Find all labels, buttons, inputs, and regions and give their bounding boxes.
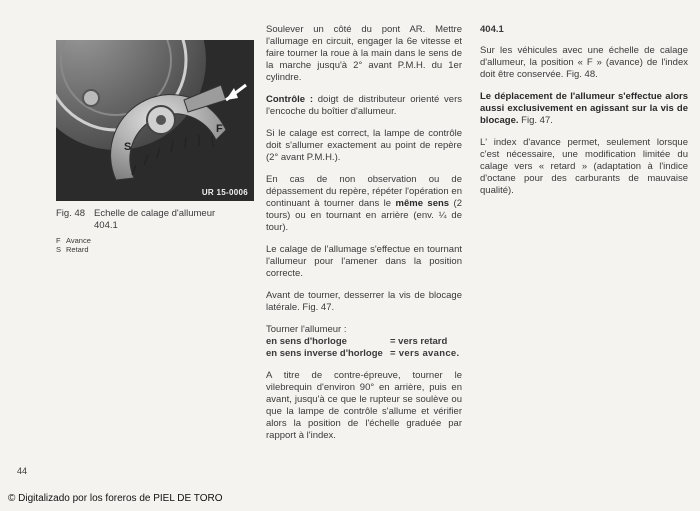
text-column-2 — [266, 24, 462, 452]
paragraph-text: doigt de distributeur orienté vers l'encoche du boîtier d'allumeur. — [266, 94, 463, 117]
rules-intro: Tourner l'allumeur : — [266, 324, 347, 335]
paragraph — [480, 91, 688, 127]
control-label: Contrôle : — [266, 94, 313, 105]
paragraph: Sur les véhicules avec une échelle de calage d'allumeur, la position « F » (avance) de l'index doit être conservée. Fig. 48. — [480, 45, 688, 80]
legend-label: Retard — [66, 245, 89, 254]
svg-text:S: S — [124, 141, 132, 153]
rule-row — [266, 348, 462, 360]
figure-photo — [56, 40, 254, 201]
figure-caption-text: Echelle de calage d'allumeur — [94, 208, 216, 219]
rule-direction: en sens inverse d'horloge — [266, 348, 383, 359]
legend-item — [56, 245, 91, 254]
text-column-3 — [480, 24, 688, 207]
figure-caption — [56, 208, 256, 232]
paragraph — [266, 94, 462, 118]
figure-legend — [56, 236, 91, 254]
figure-code: UR 15-0006 — [201, 188, 248, 197]
page-number: 44 — [17, 466, 28, 476]
rule-result: = vers retard — [390, 336, 448, 347]
rule-direction: en sens d'horloge — [266, 336, 347, 347]
rule-row — [266, 336, 462, 348]
rule-result: = vers avance. — [390, 348, 460, 359]
emphasis: même sens — [395, 198, 450, 209]
legend-key: F — [56, 236, 61, 245]
paragraph: L' index d'avance permet, seulement lorsque c'est nécessaire, une modification limitée du calage vers « retard » (adaptation à l'indice d'octane pour des carburants de mauvaise qualité). — [480, 137, 688, 196]
legend-label: Avance — [66, 236, 91, 245]
paragraph: Avant de tourner, desserrer la vis de blocage latérale. Fig. 47. — [266, 290, 462, 313]
legend-item — [56, 236, 91, 245]
paragraph: Si le calage est correct, la lampe de contrôle doit s'allumer exactement au point de repère (2° avant P.M.H.). — [266, 128, 462, 163]
legend-key: S — [56, 245, 62, 254]
section-heading: 404.1 — [480, 24, 504, 35]
footer-credit: © Digitalizado por los foreros de PIEL DE TORO — [8, 493, 223, 504]
emphasis: Le déplacement de l'allumeur s'effectue alors aussi exclusivement en agissant sur la vis de blocage. — [480, 91, 688, 126]
paragraph-text: Fig. 47. — [518, 115, 553, 126]
timing-scale-illustration — [56, 40, 254, 201]
paragraph: A titre de contre-épreuve, tourner le vilebrequin d'environ 90° en arrière, puis en avant, jusqu'à ce que le rupteur se soulève ou que la lampe de contrôle s'allume et vérifier alors la position de l'échelle graduée par rapport à l'index. — [266, 370, 462, 441]
paragraph: Le calage de l'allumage s'effectue en tournant l'allumeur pour l'amener dans la position correcte. — [266, 244, 462, 279]
paragraph-text: En cas de non observation ou de dépassement du repère, répéter l'opération en continuant à tourner dans le — [266, 174, 462, 209]
figure-caption-sub: 404.1 — [94, 220, 118, 231]
paragraph — [266, 174, 462, 234]
svg-text:F: F — [216, 123, 223, 135]
figure-number: Fig. 48 — [56, 208, 86, 219]
paragraph-text: (2 tours) ou en tournant en arrière (env. ¼ de tour). — [266, 198, 462, 233]
rotation-rules — [266, 324, 462, 360]
paragraph: Soulever un côté du pont AR. Mettre l'allumage en circuit, engager la 6e vitesse et faire tourner la roue à la main dans le sens de la marche jusqu'à 2° avant P.M.H. du 1er cylindre. — [266, 24, 462, 83]
